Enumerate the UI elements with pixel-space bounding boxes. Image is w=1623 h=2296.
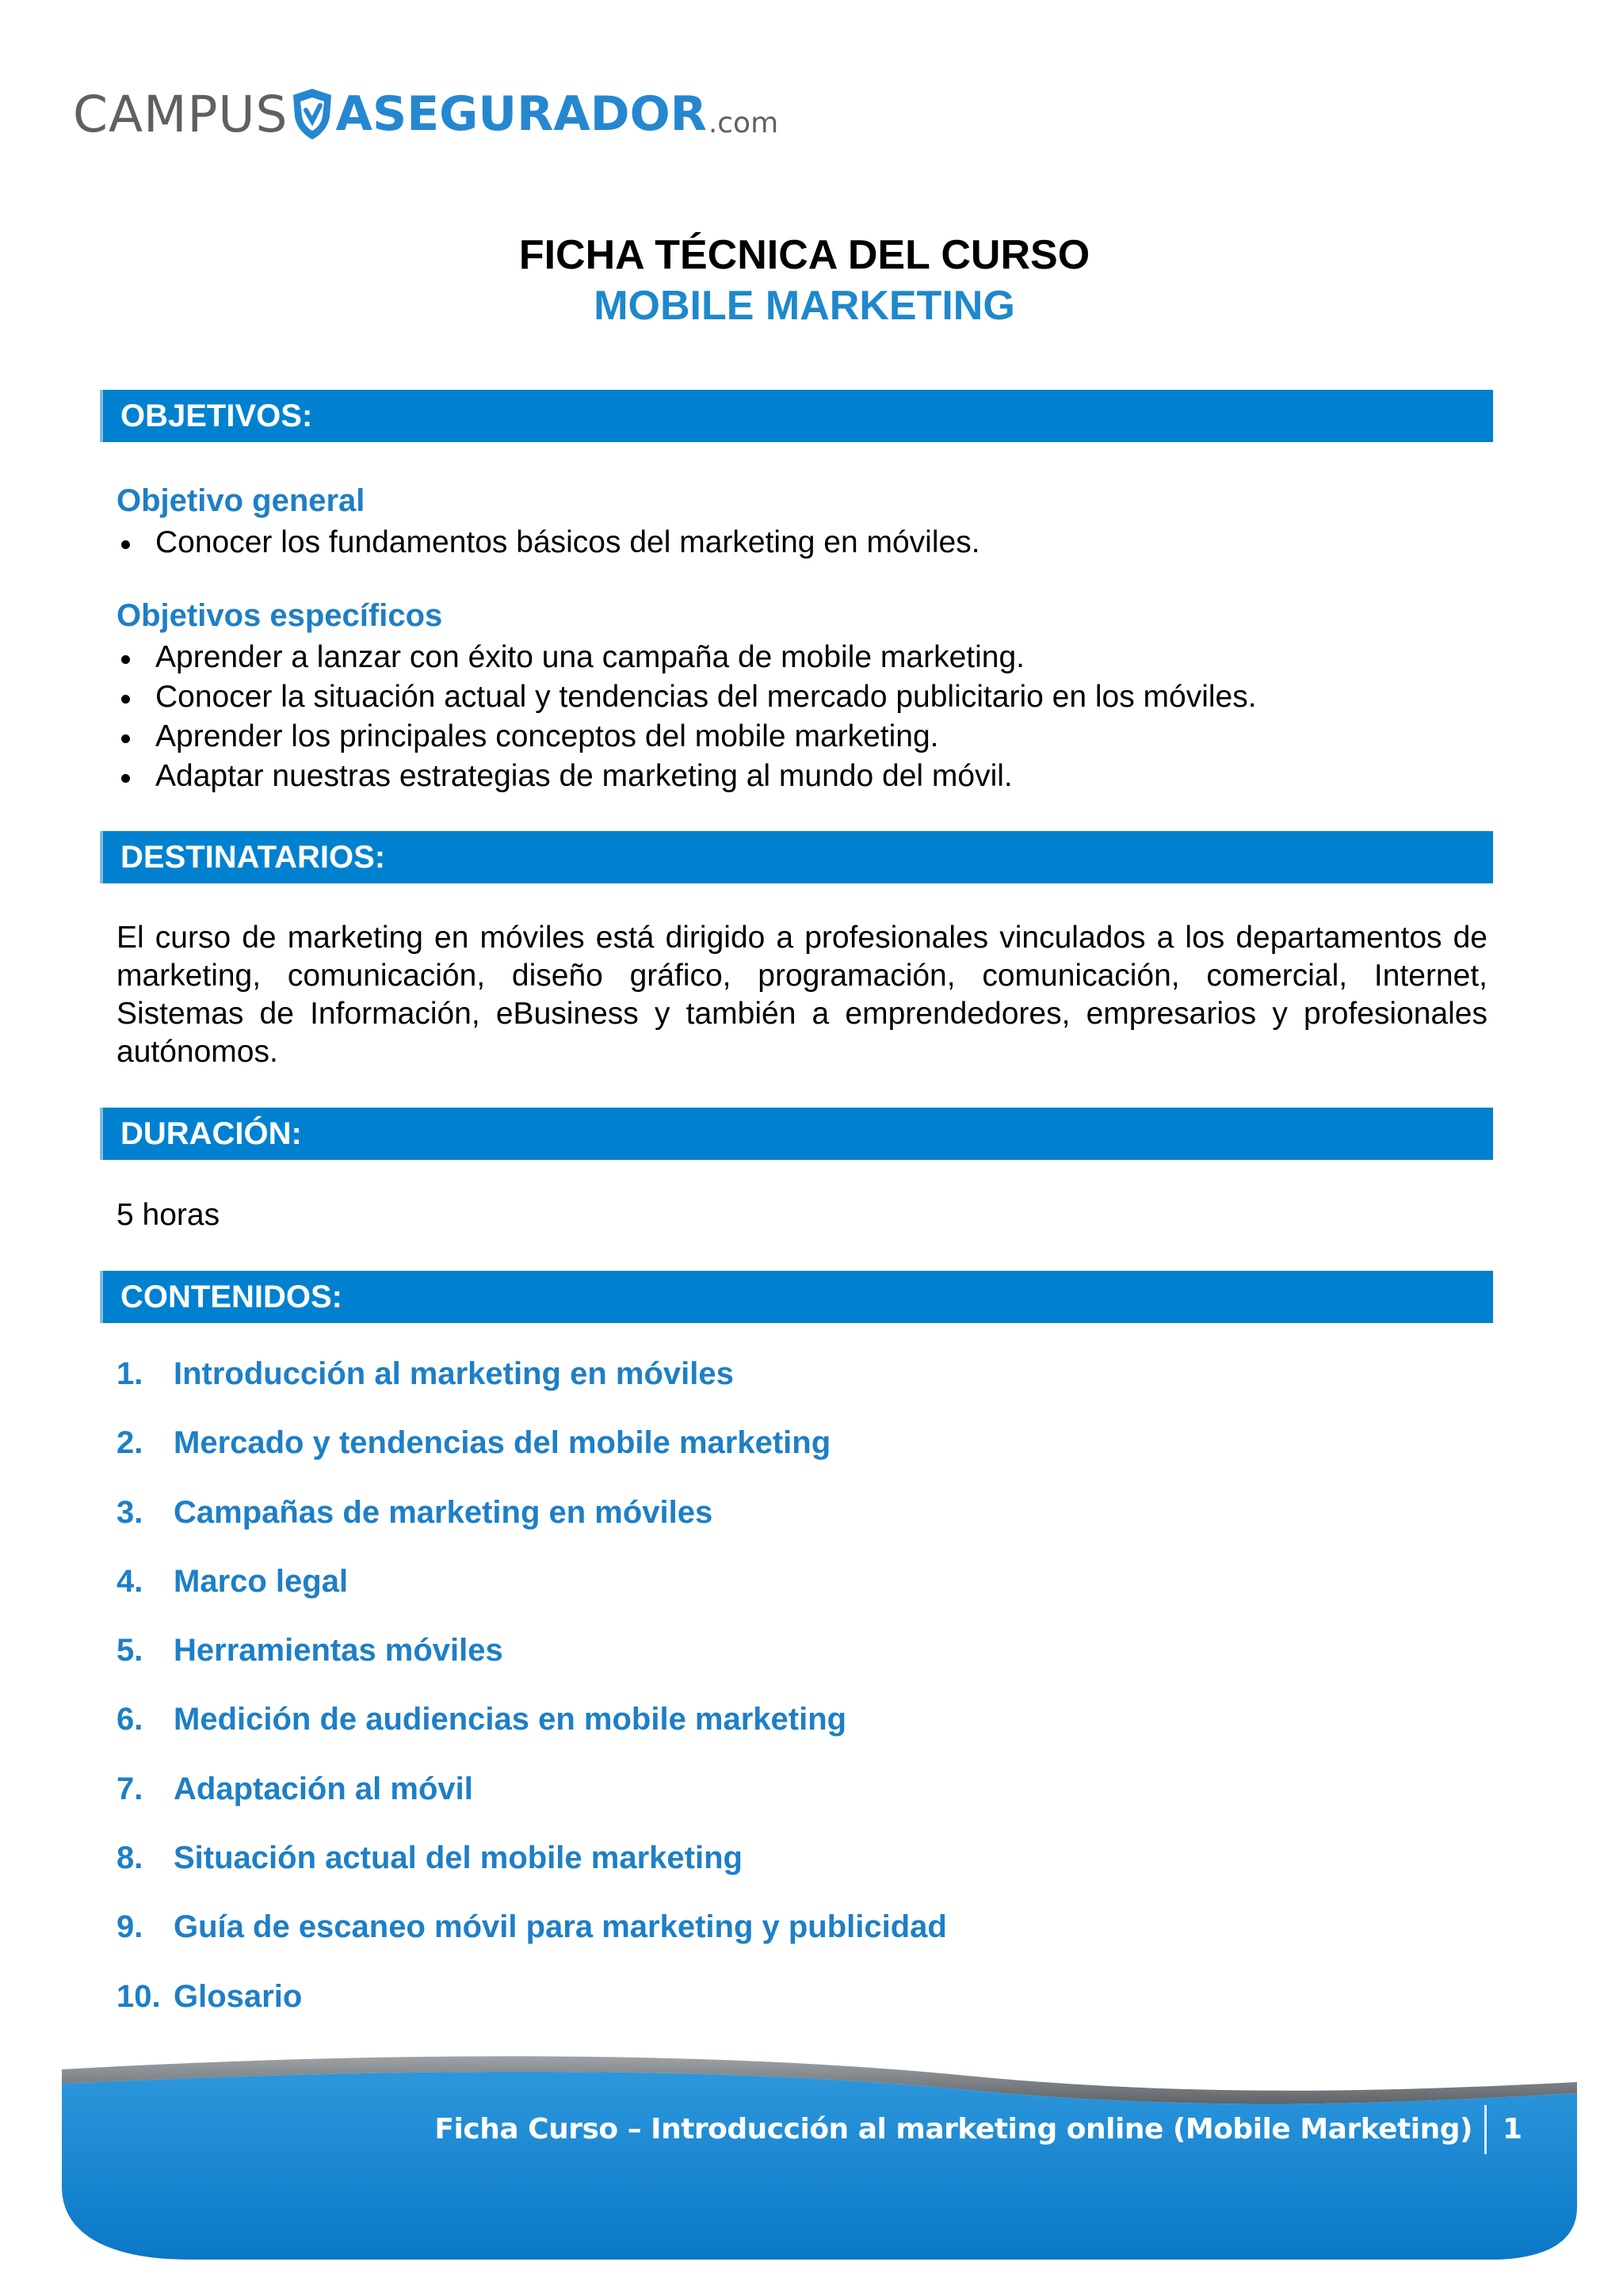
list-item: 3. Campañas de marketing en móviles — [116, 1494, 713, 1530]
footer-wave — [0, 2052, 1623, 2296]
section-header-duracion: DURACIÓN: — [100, 1108, 1493, 1160]
list-item: 5. Herramientas móviles — [116, 1633, 503, 1669]
list-item: 7. Adaptación al móvil — [116, 1771, 473, 1806]
bullet-icon — [121, 655, 130, 664]
list-item: Aprender a lanzar con éxito una campaña de mobile marketing. — [116, 638, 1257, 677]
bullet-icon — [121, 734, 130, 743]
list-item: 2. Mercado y tendencias del mobile marketing — [116, 1425, 831, 1461]
section-header-objetivos: OBJETIVOS: — [100, 390, 1493, 442]
list-item: Aprender los principales conceptos del mobile marketing. — [116, 717, 1257, 757]
page-number: 1 — [1503, 2113, 1523, 2145]
footer-divider — [1484, 2105, 1487, 2154]
bullet-icon — [121, 695, 130, 704]
list-item: 10. Glosario — [116, 1978, 303, 2014]
list-item: 8. Situación actual del mobile marketing — [116, 1840, 743, 1876]
list-item: 6. Medición de audiencias en mobile marketing — [116, 1702, 847, 1737]
list-item: Conocer los fundamentos básicos del marketing en móviles. — [116, 523, 980, 563]
objetivos-especificos-list — [116, 638, 1257, 796]
bullet-icon — [121, 540, 130, 549]
objetivo-general-list — [116, 523, 980, 563]
list-item: Conocer la situación actual y tendencias del mercado publicitario en los móviles. — [116, 677, 1257, 717]
contenidos-list — [116, 1356, 947, 2048]
bullet-icon — [121, 774, 130, 783]
list-item: Adaptar nuestras estrategias de marketing al mundo del móvil. — [116, 757, 1257, 796]
list-item: 9. Guía de escaneo móvil para marketing y publicidad — [116, 1909, 947, 1945]
document-title: FICHA TÉCNICA DEL CURSO — [518, 232, 1090, 278]
logo-campus-text: CAMPUS — [73, 85, 288, 143]
objetivo-general-heading: Objetivo general — [116, 483, 365, 518]
objetivos-especificos-heading: Objetivos específicos — [116, 598, 443, 633]
logo-com-text: .com — [708, 106, 779, 139]
destinatarios-text: El curso de marketing en móviles está dirigido a profesionales vinculados a los departamentos de marketing, comunicación, diseño gráfico, programación, comunicación, comercial, Internet, Sistemas de Información, eBusiness y también a emprendedores, empresarios y profesionales autónomos. — [116, 921, 1487, 1069]
section-header-destinatarios: DESTINATARIOS: — [100, 831, 1493, 883]
list-item: 1. Introducción al marketing en móviles — [116, 1356, 734, 1391]
logo-asegurador-text: ASEGURADOR — [335, 86, 707, 142]
duracion-value: 5 horas — [116, 1198, 220, 1232]
course-name: MOBILE MARKETING — [594, 283, 1015, 329]
list-item: 4. Marco legal — [116, 1563, 349, 1599]
shield-icon — [290, 86, 334, 142]
campus-asegurador-logo — [73, 82, 778, 146]
section-header-contenidos: CONTENIDOS: — [100, 1271, 1493, 1323]
footer-title: Ficha Curso – Introducción al marketing online (Mobile Marketing) — [434, 2113, 1472, 2145]
